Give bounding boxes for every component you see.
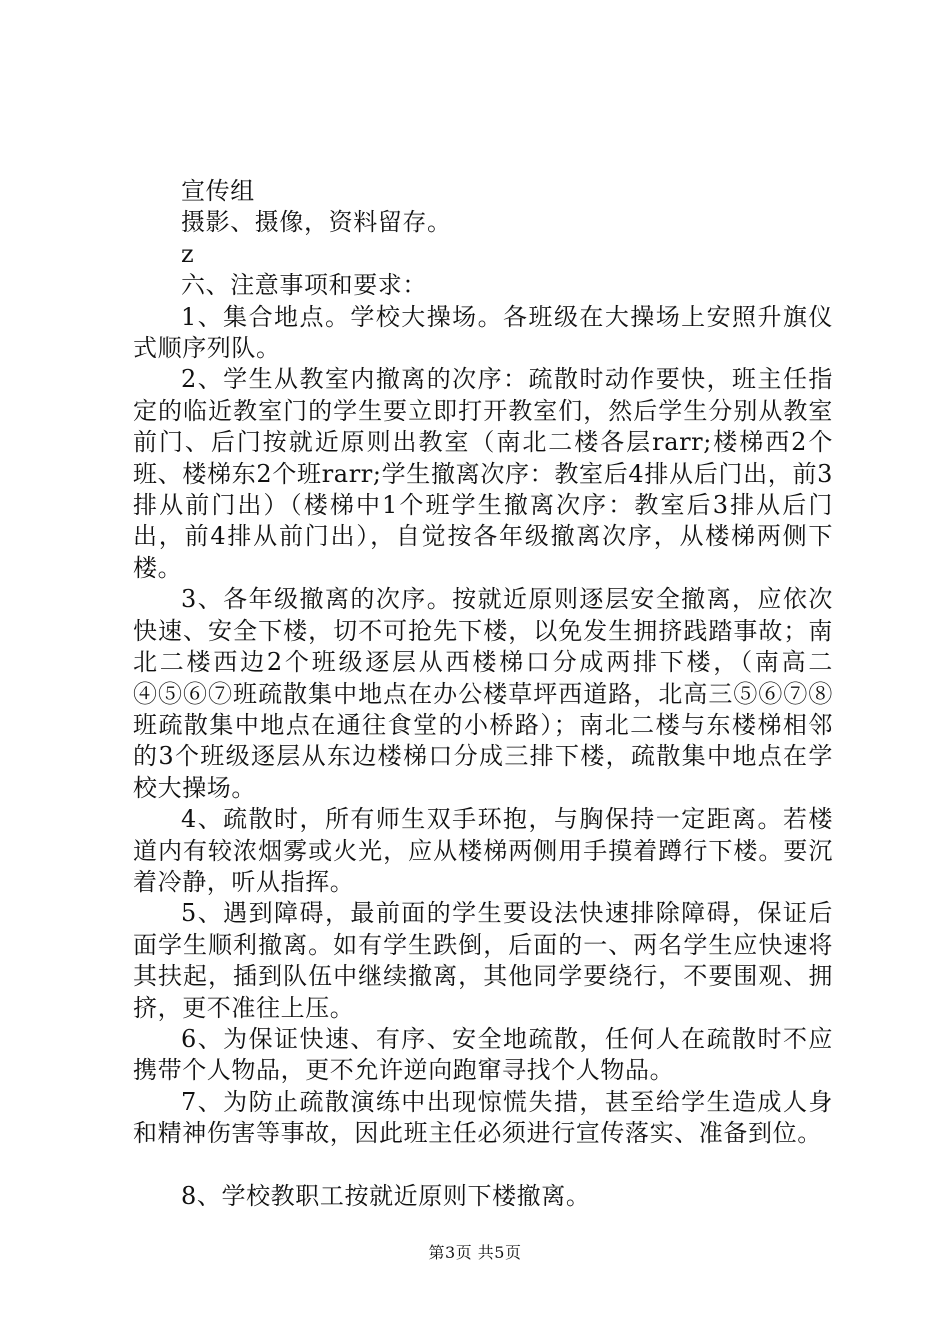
page-footer: 第3页 共5页 (428, 1243, 522, 1262)
section-label: 宣传组 (181, 177, 255, 205)
section-text: 摄影、摄像，资料留存。 (181, 208, 452, 237)
document-body (133, 176, 833, 1212)
requirement-paragraph-1: 1、集合地点。学校大操场。各班级在大操场上安照升旗仪式顺序列队。 (133, 302, 833, 363)
stray-character: z (181, 239, 195, 268)
paragraph-spacer (133, 1150, 833, 1181)
requirement-paragraph-2: 2、学生从教室内撤离的次序：疏散时动作要快，班主任指定的临近教室门的学生要立即打开教室们，然后学生分别从教室前门、后门按就近原则出教室（南北二楼各层rarr;楼梯西2个班、楼梯东2个班rarr;学生撤离次序：教室后4排从后门出，前3排从前门出）（楼梯中1个班学生撤离次序：教室后3排从后门出，前4排从前门出），自觉按各年级撤离次序，从楼梯两侧下楼。 (133, 365, 833, 582)
requirement-paragraph-4: 4、疏散时，所有师生双手环抱，与胸保持一定距离。若楼道内有较浓烟雾或火光，应从楼梯两侧用手摸着蹲行下楼。要沉着冷静，听从指挥。 (133, 805, 833, 896)
section-heading: 六、注意事项和要求： (181, 271, 427, 300)
requirement-paragraph-7: 7、为防止疏散演练中出现惊慌失措，甚至给学生造成人身和精神伤害等事故，因此班主任必须进行宣传落实、准备到位。 (133, 1087, 833, 1148)
requirement-paragraph-3: 3、各年级撤离的次序。按就近原则逐层安全撤离，应依次快速、安全下楼，切不可抢先下楼，以免发生拥挤践踏事故；南北二楼西边2个班级逐层从西楼梯口分成两排下楼，（南高二④⑤⑥⑦班疏散集中地点在办公楼草坪西道路，北高三⑤⑥⑦⑧班疏散集中地点在通往食堂的小桥路）；南北二楼与东楼梯相邻的3个班级逐层从东边楼梯口分成三排下楼，疏散集中地点在学校大操场。 (133, 585, 833, 802)
requirement-paragraph-8: 8、学校教职工按就近原则下楼撤离。 (181, 1181, 591, 1210)
requirement-paragraph-6: 6、为保证快速、有序、安全地疏散，任何人在疏散时不应携带个人物品，更不允许逆向跑窜寻找个人物品。 (133, 1024, 833, 1085)
requirement-paragraph-5: 5、遇到障碍，最前面的学生要设法快速排除障碍，保证后面学生顺利撤离。如有学生跌倒，后面的一、两名学生应快速将其扶起，插到队伍中继续撤离，其他同学要绕行，不要围观、拥挤，更不准往上压。 (133, 899, 833, 1022)
